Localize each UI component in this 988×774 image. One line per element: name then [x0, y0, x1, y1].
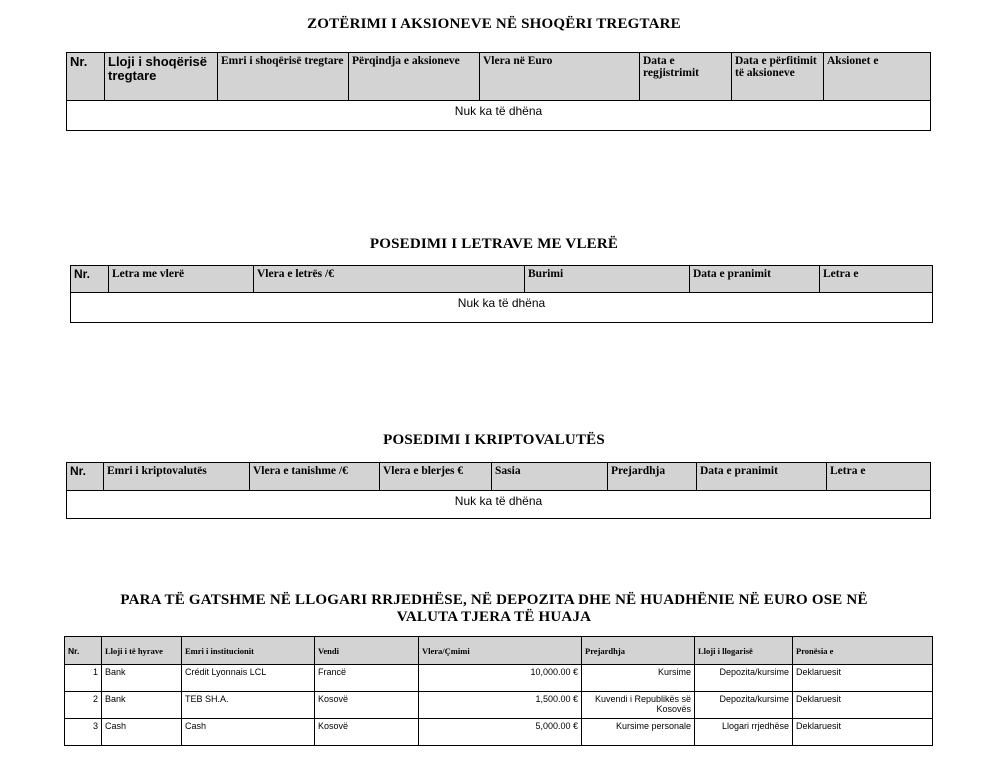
col-header-origin: Prejardhja	[608, 463, 697, 491]
col-header-country: Vendi	[315, 637, 419, 665]
row-nr: 3	[65, 719, 102, 746]
row-institution: TEB SH.A.	[182, 692, 315, 719]
table-row	[65, 692, 933, 719]
row-account-type: Depozita/kursime	[695, 692, 793, 719]
col-header-crypto-name: Emri i kriptovalutës	[104, 463, 250, 491]
row-institution: Crédit Lyonnais LCL	[182, 665, 315, 692]
empty-row-text: Nuk ka të dhëna	[67, 491, 931, 519]
col-header-current-value: Vlera e tanishme /€	[250, 463, 380, 491]
col-header-receipt-date: Data e pranimit	[697, 463, 827, 491]
securities-table	[70, 265, 933, 323]
col-header-receipt-date: Data e pranimit	[690, 266, 820, 293]
row-origin: Kursime	[582, 665, 695, 692]
col-header-acquisition-date: Data e përfitimit të aksioneve	[732, 53, 824, 101]
col-header-purchase-value: Vlera e blerjes €	[380, 463, 492, 491]
col-header-share-percentage: Përqindja e aksioneve	[349, 53, 480, 101]
row-ownership: Deklaruesit	[793, 692, 933, 719]
col-header-institution-name: Emri i institucionit	[182, 637, 315, 665]
empty-row-text: Nuk ka të dhëna	[67, 101, 931, 131]
row-nr: 1	[65, 665, 102, 692]
row-income-type: Cash	[102, 719, 182, 746]
col-header-security-value: Vlera e letrës /€	[254, 266, 525, 293]
row-income-type: Bank	[102, 665, 182, 692]
row-value: 5,000.00 €	[419, 719, 582, 746]
row-ownership: Deklaruesit	[793, 665, 933, 692]
row-origin: Kursime personale	[582, 719, 695, 746]
col-header-letter-of: Letra e	[827, 463, 931, 491]
section-title-cash	[0, 592, 988, 626]
cash-table	[64, 636, 933, 746]
col-header-letter-of: Letra e	[820, 266, 933, 293]
empty-row-text: Nuk ka të dhëna	[71, 293, 933, 323]
col-header-nr: Nr.	[71, 266, 109, 293]
row-value: 1,500.00 €	[419, 692, 582, 719]
row-value: 10,000.00 €	[419, 665, 582, 692]
col-header-income-type: Lloji i të hyrave	[102, 637, 182, 665]
row-origin: Kuvendi i Republikës së Kosovës	[582, 692, 695, 719]
crypto-table	[66, 462, 931, 519]
col-header-company-name: Emri i shoqërisë tregtare	[218, 53, 349, 101]
row-income-type: Bank	[102, 692, 182, 719]
row-nr: 2	[65, 692, 102, 719]
section-title-line-1: PARA TË GATSHME NË LLOGARI RRJEDHËSE, NË DEPOZITA DHE NË HUADHËNIE NË EURO OSE NË	[120, 592, 868, 608]
col-header-security: Letra me vlerë	[109, 266, 254, 293]
row-country: Kosovë	[315, 719, 419, 746]
row-account-type: Depozita/kursime	[695, 665, 793, 692]
col-header-nr: Nr.	[67, 463, 104, 491]
col-header-origin: Prejardhja	[582, 637, 695, 665]
col-header-nr: Nr.	[67, 53, 105, 101]
col-header-quantity: Sasia	[492, 463, 608, 491]
section-title-securities: POSEDIMI I LETRAVE ME VLERË	[369, 236, 619, 252]
row-institution: Cash	[182, 719, 315, 746]
row-country: Francë	[315, 665, 419, 692]
row-country: Kosovë	[315, 692, 419, 719]
col-header-source: Burimi	[525, 266, 690, 293]
col-header-account-type: Lloji i llogarisë	[695, 637, 793, 665]
section-title-shares: ZOTËRIMI I AKSIONEVE NË SHOQËRI TREGTARE	[307, 16, 681, 32]
table-row	[65, 719, 933, 746]
col-header-shares-of: Aksionet e	[824, 53, 931, 101]
table-row	[65, 665, 933, 692]
col-header-value-price: Vlera/Çmimi	[419, 637, 582, 665]
col-header-ownership: Pronësia e	[793, 637, 933, 665]
section-title-crypto: POSEDIMI I KRIPTOVALUTËS	[383, 432, 605, 448]
row-ownership: Deklaruesit	[793, 719, 933, 746]
col-header-registration-date: Data e regjistrimit	[640, 53, 732, 101]
col-header-company-type: Lloji i shoqërisë tregtare	[105, 53, 218, 101]
col-header-nr: Nr.	[65, 637, 102, 665]
row-account-type: Llogari rrjedhëse	[695, 719, 793, 746]
section-title-line-2: VALUTA TJERA TË HUAJA	[396, 609, 592, 625]
col-header-value-euro: Vlera në Euro	[480, 53, 640, 101]
shares-table	[66, 52, 931, 131]
